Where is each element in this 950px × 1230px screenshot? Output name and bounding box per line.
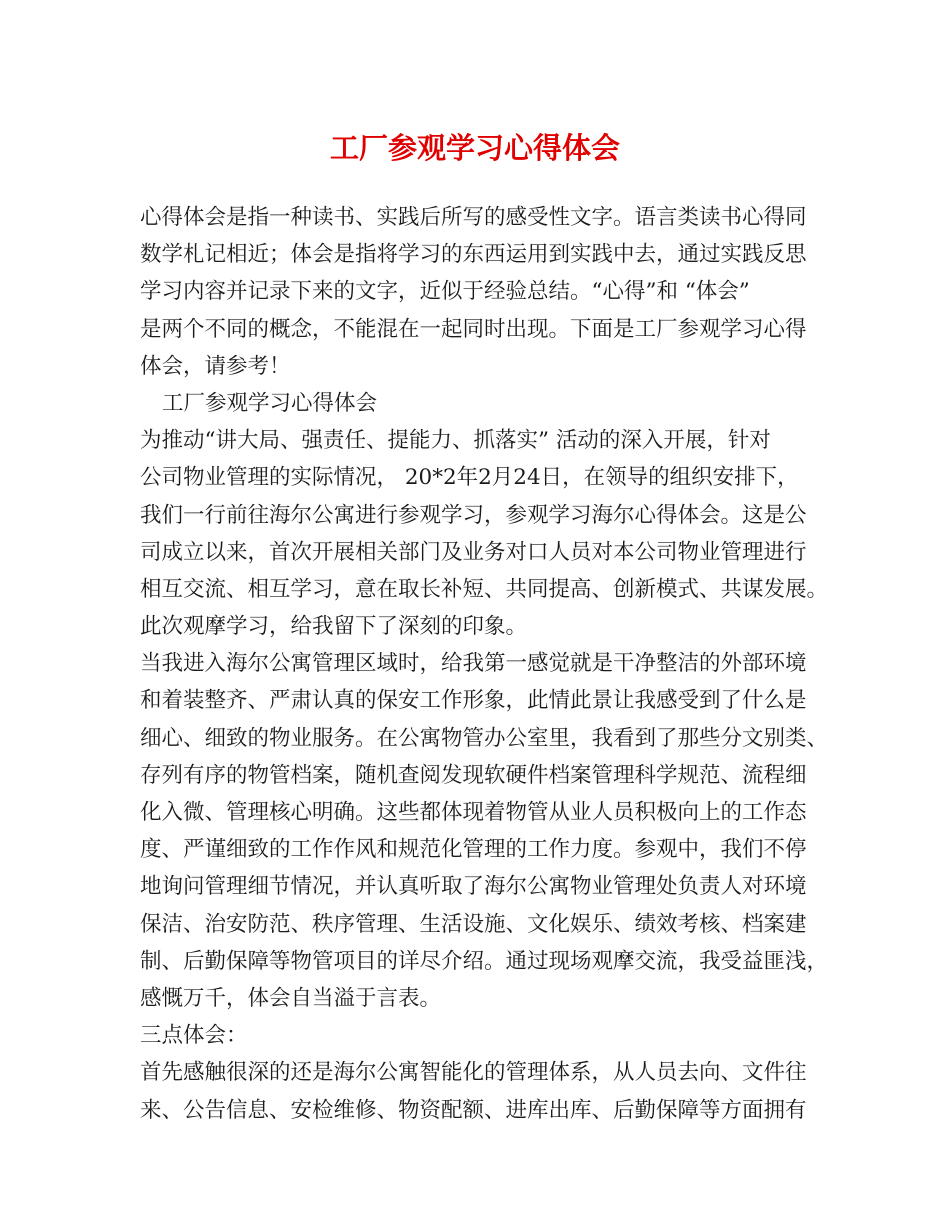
text-line: 首先感触很深的还是海尔公寓智能化的管理体系，从人员去向、文件往 [140, 1060, 807, 1086]
text-line: 来、公告信息、安检维修、物资配额、进库出库、后勤保障等方面拥有 [140, 1097, 807, 1123]
text-line: 化入微、管理核心明确。这些都体现着物管从业人员积极向上的工作态 [140, 800, 807, 825]
text-line: 当我进入海尔公寓管理区域时，给我第一感觉就是干净整洁的外部环境 [140, 651, 807, 677]
text-line: 学习内容并记录下来的文字，近似于经验总结。“心得”和 “体会” [140, 279, 750, 305]
text-line: 数学札记相近；体会是指将学习的东西运用到实践中去，通过实践反思 [140, 242, 807, 268]
text-line: 制、后勤保障等物管项目的详尽介绍。通过现场观摩交流，我受益匪浅， [140, 948, 829, 974]
text-line: 感慨万千，体会自当溢于言表。 [140, 985, 442, 1011]
text-line: 相互交流、相互学习，意在取长补短、共同提高、创新模式、共谋发展。 [140, 576, 829, 602]
text-line: 为推动“讲大局、强责任、提能力、抓落实” 活动的深入开展，针对 [140, 428, 771, 454]
text-line: 此次观摩学习，给我留下了深刻的印象。 [140, 614, 528, 640]
text-line: 保洁、治安防范、秩序管理、生活设施、文化娱乐、绩效考核、档案建 [140, 911, 807, 937]
text-line: 细心、细致的物业服务。在公寓物管办公室里，我看到了那些分文别类、 [140, 725, 829, 751]
text-line: 我们一行前往海尔公寓进行参观学习，参观学习海尔心得体会。这是公 [140, 502, 807, 528]
text-line: 心得体会是指一种读书、实践后所写的感受性文字。语言类读书心得同 [140, 205, 807, 230]
section-heading: 工厂参观学习心得体会 [162, 390, 378, 416]
text-line: 和着装整齐、严肃认真的保安工作形象，此情此景让我感受到了什么是 [140, 688, 807, 714]
text-line: 三点体会： [140, 1023, 248, 1049]
text-line: 体会，请参考！ [140, 353, 291, 379]
text-line: 公司物业管理的实际情况， 20*2年2月24日，在领导的组织安排下， [140, 465, 799, 491]
text-line: 是两个不同的概念，不能混在一起同时出现。下面是工厂参观学习心得 [140, 316, 807, 342]
text-line: 度、严谨细致的工作作风和规范化管理的工作力度。参观中，我们不停 [140, 837, 807, 863]
text-line: 地询问管理细节情况，并认真听取了海尔公寓物业管理处负责人对环境 [140, 874, 807, 900]
text-line: 存列有序的物管档案，随机查阅发现软硬件档案管理科学规范、流程细 [140, 762, 807, 788]
document-body [140, 199, 840, 1129]
text-line: 司成立以来，首次开展相关部门及业务对口人员对本公司物业管理进行 [140, 539, 807, 565]
document-title: 工厂参观学习心得体会 [329, 131, 620, 165]
